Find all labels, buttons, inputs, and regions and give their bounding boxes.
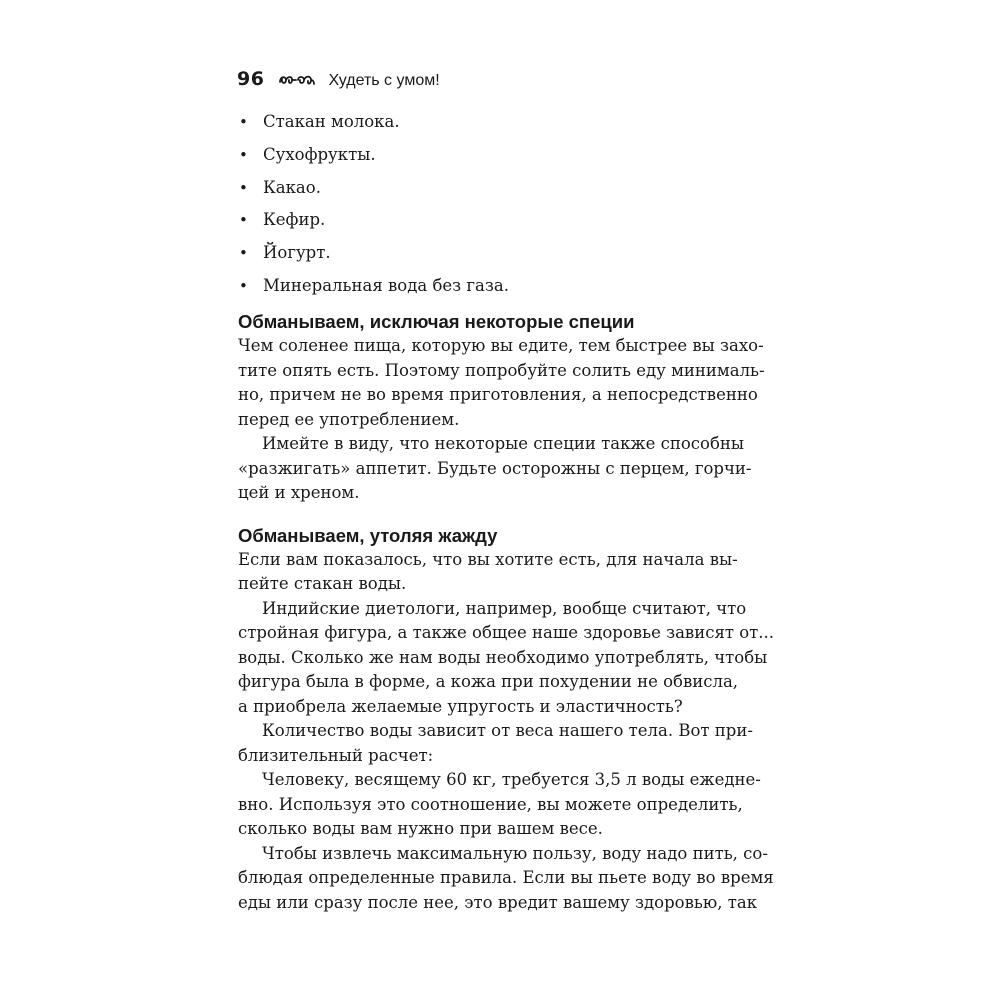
bullet-list <box>238 110 773 298</box>
paragraph <box>238 768 773 842</box>
list-item-text: Йогурт. <box>263 243 331 263</box>
list-item <box>238 274 773 299</box>
bullet-icon: • <box>239 276 248 295</box>
list-item-text: Какао. <box>263 177 321 197</box>
paragraph <box>238 842 773 916</box>
bullet-icon: • <box>239 211 248 230</box>
ornament-icon <box>278 73 316 92</box>
bullet-icon: • <box>239 145 248 164</box>
text-line: Чем соленее пища, которую вы едите, тем быстрее вы захо- <box>238 336 764 356</box>
page-content <box>238 110 773 915</box>
list-item <box>238 110 773 135</box>
text-line: стройная фигура, а также общее наше здоровье зависят от... <box>238 623 775 643</box>
text-line: Имейте в виду, что некоторые специи также способны <box>262 434 745 454</box>
list-item <box>238 143 773 168</box>
text-line: а приобрела желаемые упругость и эластичность? <box>238 696 683 716</box>
text-line: близительный расчет: <box>238 745 434 765</box>
paragraph <box>238 334 773 432</box>
text-line: еды или сразу после нее, это вредит вашему здоровью, так <box>238 892 758 912</box>
text-line: Если вам показалось, что вы хотите есть, для начала вы- <box>238 549 738 569</box>
list-item-text: Сухофрукты. <box>263 144 376 164</box>
text-line: «разжигать» аппетит. Будьте осторожны с перцем, горчи- <box>238 458 752 478</box>
text-line: тите опять есть. Поэтому попробуйте солить еду минималь- <box>238 360 765 380</box>
text-line: но, причем не во время приготовления, а непосредственно <box>238 385 758 405</box>
text-line: воды. Сколько же нам воды необходимо употреблять, чтобы <box>238 647 768 667</box>
list-item-text: Стакан молока. <box>263 112 400 131</box>
section-heading-spices: Обманываем, исключая некоторые специи <box>238 311 635 333</box>
text-line: сколько воды вам нужно при вашем весе. <box>238 819 603 839</box>
running-title: Худеть с умом! <box>328 72 440 89</box>
text-line: Индийские диетологи, например, вообще считают, что <box>262 598 747 618</box>
list-item <box>238 241 773 266</box>
bullet-icon: • <box>239 178 248 197</box>
text-line: пейте стакан воды. <box>238 574 407 594</box>
paragraph <box>238 548 773 597</box>
paragraph <box>238 597 773 720</box>
text-line: Чтобы извлечь максимальную пользу, воду надо пить, со- <box>262 843 768 863</box>
list-item-text: Минеральная вода без газа. <box>263 275 509 295</box>
text-line: Человеку, весящему 60 кг, требуется 3,5 л воды ежедне- <box>262 770 761 790</box>
text-line: Количество воды зависит от веса нашего тела. Вот при- <box>262 721 753 741</box>
list-item-text: Кефир. <box>263 210 326 230</box>
bullet-icon: • <box>239 244 248 263</box>
text-line: цей и хреном. <box>238 483 360 503</box>
list-item <box>238 176 773 201</box>
bullet-icon: • <box>239 113 248 131</box>
page-number: 96 <box>237 68 265 90</box>
list-item <box>238 208 773 233</box>
paragraph <box>238 432 773 506</box>
paragraph <box>238 719 773 768</box>
text-line: перед ее употреблением. <box>238 409 460 429</box>
text-line: блюдая определенные правила. Если вы пьете воду во время <box>238 868 774 888</box>
text-line: вно. Используя это соотношение, вы можете определить, <box>238 794 743 814</box>
section-heading-thirst: Обманываем, утоляя жажду <box>238 524 498 546</box>
text-line: фигура была в форме, а кожа при похудении не обвисла, <box>238 672 739 692</box>
page-header <box>237 68 440 92</box>
